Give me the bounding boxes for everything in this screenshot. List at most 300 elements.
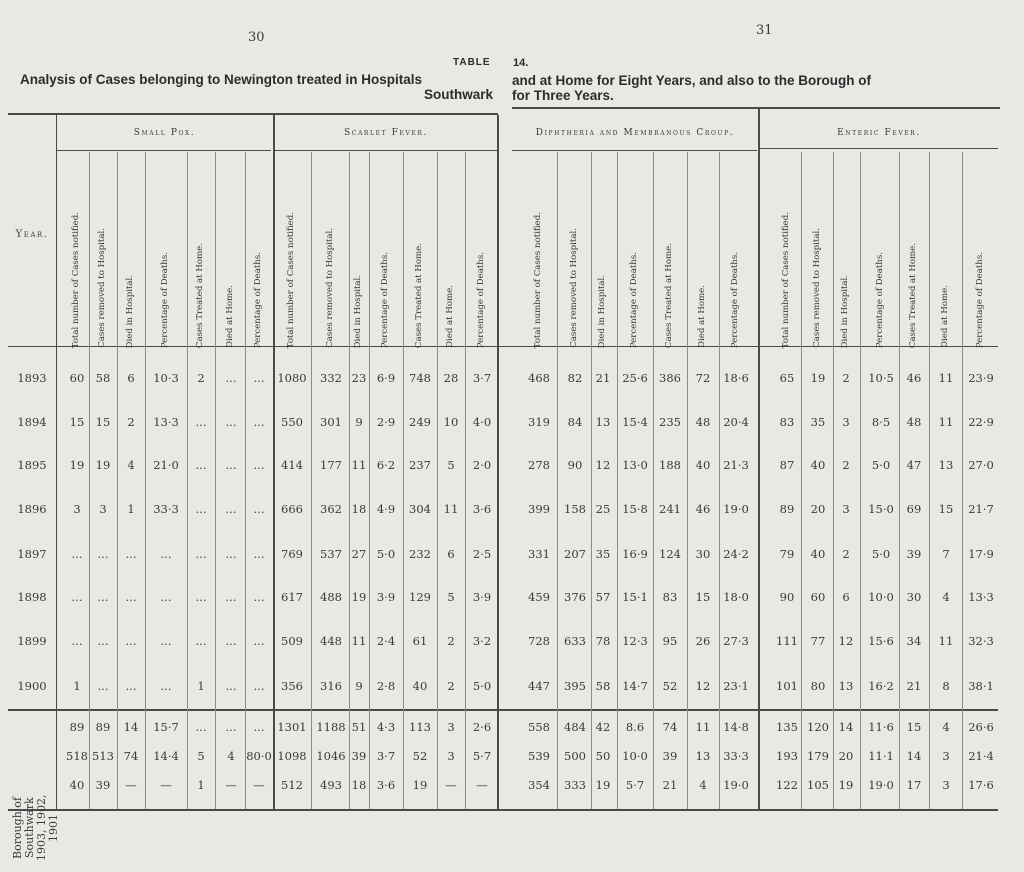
table-cell: 4·3 bbox=[376, 720, 396, 734]
table-cell: 3·7 bbox=[472, 371, 492, 385]
table-cell: 20·4 bbox=[723, 415, 749, 429]
table-cell: 26·6 bbox=[968, 720, 994, 734]
table-cell: 23·9 bbox=[968, 371, 994, 385]
table-cell: 3·9 bbox=[376, 590, 396, 604]
table-cell: ... bbox=[97, 547, 109, 561]
table-cell: 124 bbox=[659, 547, 681, 561]
table-cell: 34 bbox=[906, 634, 922, 648]
table-cell: 2·4 bbox=[376, 634, 396, 648]
table-cell: 12 bbox=[838, 634, 854, 648]
table-cell: ... bbox=[195, 502, 207, 516]
table-cell: 48 bbox=[695, 415, 711, 429]
table-cell: 1080 bbox=[277, 371, 307, 385]
table-cell: ... bbox=[253, 679, 265, 693]
table-cell: ... bbox=[195, 634, 207, 648]
table-cell: 2 bbox=[447, 634, 455, 648]
table-cell: ... bbox=[253, 720, 265, 734]
table-cell: 40 bbox=[695, 458, 711, 472]
table-cell: 60 bbox=[69, 371, 85, 385]
table-cell: 40 bbox=[810, 547, 826, 561]
table-cell: — bbox=[445, 778, 457, 792]
table-cell: 6·9 bbox=[376, 371, 396, 385]
table-cell: — bbox=[253, 778, 265, 792]
table-cell: 395 bbox=[564, 679, 586, 693]
column-divider bbox=[187, 152, 188, 809]
table-cell: 11·1 bbox=[868, 749, 894, 763]
table-cell: 3·6 bbox=[376, 778, 396, 792]
table-cell: ... bbox=[225, 720, 237, 734]
table-cell: 3·6 bbox=[472, 502, 492, 516]
table-cell: 177 bbox=[320, 458, 342, 472]
column-divider bbox=[403, 152, 404, 809]
table-cell: 11 bbox=[351, 634, 367, 648]
table-cell: ... bbox=[71, 547, 83, 561]
table-cell: ... bbox=[125, 634, 137, 648]
table-cell: 158 bbox=[564, 502, 586, 516]
table-cell: 249 bbox=[409, 415, 431, 429]
table-cell: ... bbox=[97, 634, 109, 648]
table-cell: 2·8 bbox=[376, 679, 396, 693]
table-cell: 57 bbox=[595, 590, 611, 604]
table-cell: 84 bbox=[567, 415, 583, 429]
title-right-line1: and at Home for Eight Years, and also to the Borough of bbox=[512, 73, 872, 88]
table-cell: ... bbox=[253, 502, 265, 516]
table-cell: 5·0 bbox=[376, 547, 396, 561]
title-left-line1: Analysis of Cases belonging to Newington treated in Hospitals bbox=[20, 72, 423, 87]
table-cell: 15·6 bbox=[868, 634, 894, 648]
table-cell: — bbox=[125, 778, 137, 792]
table-cell: 193 bbox=[776, 749, 798, 763]
table-cell: ... bbox=[125, 590, 137, 604]
table-cell: ... bbox=[160, 547, 172, 561]
table-cell: 90 bbox=[567, 458, 583, 472]
table-cell: 21 bbox=[906, 679, 922, 693]
table-cell: 633 bbox=[564, 634, 586, 648]
table-cell: 386 bbox=[659, 371, 681, 385]
column-divider bbox=[117, 152, 118, 809]
table-cell: 2·9 bbox=[376, 415, 396, 429]
table-cell: 769 bbox=[281, 547, 303, 561]
table-cell: 89 bbox=[69, 720, 85, 734]
table-cell: 95 bbox=[662, 634, 678, 648]
table-cell: 2 bbox=[842, 458, 850, 472]
table-cell: 2 bbox=[842, 547, 850, 561]
table-cell: 77 bbox=[810, 634, 826, 648]
table-cell: ... bbox=[195, 590, 207, 604]
table-cell: 16·9 bbox=[622, 547, 648, 561]
table-cell: 18 bbox=[351, 502, 367, 516]
table-cell: 113 bbox=[409, 720, 431, 734]
table-cell: 15 bbox=[695, 590, 711, 604]
table-cell: 414 bbox=[281, 458, 303, 472]
column-header: Total number of Cases notified. bbox=[286, 211, 296, 348]
table-cell: ... bbox=[253, 458, 265, 472]
table-cell: 5·0 bbox=[472, 679, 492, 693]
table-cell: ... bbox=[160, 634, 172, 648]
table-cell: 15·1 bbox=[622, 590, 648, 604]
column-divider bbox=[557, 152, 558, 809]
table-cell: 25·6 bbox=[622, 371, 648, 385]
column-header: Died in Hospital. bbox=[597, 274, 607, 348]
table-cell: 32·3 bbox=[968, 634, 994, 648]
table-cell: 4 bbox=[127, 458, 135, 472]
table-cell: 4 bbox=[942, 720, 950, 734]
column-header: Percentage of Deaths. bbox=[629, 251, 639, 348]
table-cell: 666 bbox=[281, 502, 303, 516]
table-cell: ... bbox=[195, 547, 207, 561]
table-cell: 748 bbox=[409, 371, 431, 385]
column-divider bbox=[465, 152, 466, 809]
column-header: Percentage of Deaths. bbox=[730, 251, 740, 348]
table-cell: 78 bbox=[595, 634, 611, 648]
table-cell: 316 bbox=[320, 679, 342, 693]
year-cell: 1900 bbox=[17, 679, 47, 693]
table-cell: 21·3 bbox=[723, 458, 749, 472]
table-cell: 23·1 bbox=[723, 679, 749, 693]
table-cell: 11 bbox=[695, 720, 711, 734]
table-cell: ... bbox=[253, 590, 265, 604]
table-cell: 13 bbox=[938, 458, 954, 472]
table-cell: 33·3 bbox=[153, 502, 179, 516]
table-cell: 4·0 bbox=[472, 415, 492, 429]
table-cell: 13·3 bbox=[968, 590, 994, 604]
table-cell: 20 bbox=[838, 749, 854, 763]
table-cell: 15 bbox=[906, 720, 922, 734]
table-cell: 278 bbox=[528, 458, 550, 472]
table-cell: 319 bbox=[528, 415, 550, 429]
table-cell: 3·9 bbox=[472, 590, 492, 604]
table-cell: 25 bbox=[595, 502, 611, 516]
column-header: Cases Treated at Home. bbox=[664, 242, 674, 348]
table-cell: 728 bbox=[528, 634, 550, 648]
table-cell: 1188 bbox=[316, 720, 346, 734]
table-cell: 6 bbox=[842, 590, 850, 604]
column-header: Cases removed to Hospital. bbox=[569, 228, 579, 348]
table-cell: 20 bbox=[810, 502, 826, 516]
column-header: Cases Treated at Home. bbox=[908, 242, 918, 348]
table-cell: 27·3 bbox=[723, 634, 749, 648]
table-cell: 18·6 bbox=[723, 371, 749, 385]
table-cell: 3·7 bbox=[376, 749, 396, 763]
table-cell: 120 bbox=[807, 720, 829, 734]
table-label: TABLE bbox=[453, 57, 491, 68]
table-cell: ... bbox=[253, 547, 265, 561]
column-divider bbox=[929, 152, 930, 809]
table-cell: 15·7 bbox=[153, 720, 179, 734]
bottom-rule bbox=[8, 809, 998, 811]
column-header: Died at Home. bbox=[445, 285, 455, 348]
table-cell: 4 bbox=[942, 590, 950, 604]
table-cell: 87 bbox=[779, 458, 795, 472]
table-cell: — bbox=[225, 778, 237, 792]
table-cell: 5·7 bbox=[472, 749, 492, 763]
table-cell: 362 bbox=[320, 502, 342, 516]
column-header: Cases Treated at Home. bbox=[195, 242, 205, 348]
table-cell: 14·7 bbox=[622, 679, 648, 693]
table-cell: 5 bbox=[447, 590, 455, 604]
table-cell: 21·4 bbox=[968, 749, 994, 763]
table-cell: ... bbox=[225, 679, 237, 693]
table-cell: 46 bbox=[695, 502, 711, 516]
table-cell: 15·0 bbox=[868, 502, 894, 516]
title-right-line2: for Three Years. bbox=[512, 88, 614, 103]
table-cell: 2 bbox=[127, 415, 135, 429]
table-cell: 15 bbox=[69, 415, 85, 429]
table-cell: 42 bbox=[595, 720, 611, 734]
table-cell: 39 bbox=[906, 547, 922, 561]
table-cell: 448 bbox=[320, 634, 342, 648]
table-cell: 1046 bbox=[316, 749, 346, 763]
table-cell: 1098 bbox=[277, 749, 307, 763]
table-cell: 82 bbox=[567, 371, 583, 385]
group-scarlet-fever: Scarlet Fever. bbox=[344, 128, 428, 138]
table-cell: 22·9 bbox=[968, 415, 994, 429]
column-divider bbox=[311, 152, 312, 809]
table-cell: 179 bbox=[807, 749, 829, 763]
column-header: Died at Home. bbox=[225, 285, 235, 348]
column-divider bbox=[687, 152, 688, 809]
table-cell: 19·0 bbox=[723, 502, 749, 516]
column-divider bbox=[369, 152, 370, 809]
group-rule-scarlet bbox=[275, 150, 497, 151]
table-cell: 2 bbox=[197, 371, 205, 385]
table-cell: 333 bbox=[564, 778, 586, 792]
table-cell: 26 bbox=[695, 634, 711, 648]
table-cell: 19 bbox=[69, 458, 85, 472]
column-divider bbox=[860, 152, 861, 809]
table-cell: ... bbox=[71, 634, 83, 648]
table-cell: 10 bbox=[443, 415, 459, 429]
table-cell: 19 bbox=[412, 778, 428, 792]
year-cell: 1899 bbox=[17, 634, 47, 648]
table-cell: 47 bbox=[906, 458, 922, 472]
table-cell: ... bbox=[225, 547, 237, 561]
column-divider bbox=[591, 152, 592, 809]
table-cell: 13·3 bbox=[153, 415, 179, 429]
column-divider bbox=[349, 152, 350, 809]
table-cell: 122 bbox=[776, 778, 798, 792]
table-cell: 39 bbox=[351, 749, 367, 763]
table-cell: 40 bbox=[69, 778, 85, 792]
table-cell: 1 bbox=[73, 679, 81, 693]
column-header: Died at Home. bbox=[697, 285, 707, 348]
table-cell: 356 bbox=[281, 679, 303, 693]
table-cell: 5 bbox=[447, 458, 455, 472]
table-cell: ... bbox=[195, 415, 207, 429]
table-cell: ... bbox=[195, 458, 207, 472]
table-cell: 80·0 bbox=[246, 749, 272, 763]
table-cell: ... bbox=[253, 634, 265, 648]
column-divider bbox=[89, 152, 90, 809]
table-number: 14. bbox=[513, 57, 529, 69]
table-cell: 539 bbox=[528, 749, 550, 763]
table-cell: ... bbox=[225, 458, 237, 472]
title-left-line2: Southwark bbox=[424, 87, 494, 102]
table-cell: — bbox=[160, 778, 172, 792]
table-cell: 4·9 bbox=[376, 502, 396, 516]
column-divider bbox=[833, 152, 834, 809]
table-cell: 69 bbox=[906, 502, 922, 516]
table-cell: 3 bbox=[842, 502, 850, 516]
table-cell: 11·6 bbox=[868, 720, 894, 734]
table-cell: ... bbox=[225, 371, 237, 385]
table-cell: 15·8 bbox=[622, 502, 648, 516]
table-cell: 513 bbox=[92, 749, 114, 763]
table-cell: 105 bbox=[807, 778, 829, 792]
table-cell: 518 bbox=[66, 749, 88, 763]
group-diphtheria: Diphtheria and Membranous Croup. bbox=[535, 128, 735, 138]
table-cell: 509 bbox=[281, 634, 303, 648]
column-header: Percentage of Deaths. bbox=[160, 251, 170, 348]
table-cell: 13 bbox=[838, 679, 854, 693]
top-rule-right bbox=[512, 107, 1000, 109]
table-cell: 10·0 bbox=[622, 749, 648, 763]
table-cell: 35 bbox=[810, 415, 826, 429]
table-cell: 16·2 bbox=[868, 679, 894, 693]
table-cell: 558 bbox=[528, 720, 550, 734]
column-header: Percentage of Deaths. bbox=[253, 251, 263, 348]
table-cell: 74 bbox=[662, 720, 678, 734]
table-cell: 80 bbox=[810, 679, 826, 693]
column-header: Percentage of Deaths. bbox=[380, 251, 390, 348]
table-cell: 58 bbox=[95, 371, 111, 385]
table-cell: 11 bbox=[938, 634, 954, 648]
column-divider bbox=[801, 152, 802, 809]
table-cell: 39 bbox=[662, 749, 678, 763]
table-cell: 101 bbox=[776, 679, 798, 693]
table-cell: 65 bbox=[779, 371, 795, 385]
table-cell: 3 bbox=[99, 502, 107, 516]
table-cell: 3 bbox=[942, 749, 950, 763]
table-cell: 72 bbox=[695, 371, 711, 385]
table-cell: ... bbox=[125, 679, 137, 693]
table-cell: 14·4 bbox=[153, 749, 179, 763]
table-cell: 17 bbox=[906, 778, 922, 792]
table-cell: 52 bbox=[412, 749, 428, 763]
table-cell: 19 bbox=[351, 590, 367, 604]
table-cell: ... bbox=[195, 720, 207, 734]
table-cell: 28 bbox=[443, 371, 459, 385]
table-cell: 493 bbox=[320, 778, 342, 792]
table-cell: 468 bbox=[528, 371, 550, 385]
table-cell: 13 bbox=[595, 415, 611, 429]
table-cell: 27·0 bbox=[968, 458, 994, 472]
table-cell: — bbox=[476, 778, 488, 792]
table-cell: 3 bbox=[73, 502, 81, 516]
table-cell: ... bbox=[253, 415, 265, 429]
column-divider bbox=[719, 152, 720, 809]
table-cell: 232 bbox=[409, 547, 431, 561]
table-cell: 1 bbox=[197, 679, 205, 693]
table-cell: ... bbox=[225, 590, 237, 604]
table-cell: 14 bbox=[906, 749, 922, 763]
table-cell: 48 bbox=[906, 415, 922, 429]
table-cell: 15 bbox=[938, 502, 954, 516]
table-cell: 21·0 bbox=[153, 458, 179, 472]
table-cell: 8 bbox=[942, 679, 950, 693]
column-header: Total number of Cases notified. bbox=[71, 211, 81, 348]
table-cell: 5 bbox=[197, 749, 205, 763]
table-cell: 129 bbox=[409, 590, 431, 604]
column-divider bbox=[653, 152, 654, 809]
column-header: Died at Home. bbox=[940, 285, 950, 348]
table-cell: 111 bbox=[776, 634, 798, 648]
column-divider bbox=[145, 152, 146, 809]
table-cell: 17·9 bbox=[968, 547, 994, 561]
table-cell: 19·0 bbox=[723, 778, 749, 792]
table-cell: 8.6 bbox=[625, 720, 645, 734]
table-cell: 354 bbox=[528, 778, 550, 792]
table-cell: 5·7 bbox=[625, 778, 645, 792]
column-divider bbox=[245, 152, 246, 809]
column-header: Percentage of Deaths. bbox=[975, 251, 985, 348]
table-cell: 52 bbox=[662, 679, 678, 693]
table-cell: 6 bbox=[127, 371, 135, 385]
year-cell: 1894 bbox=[17, 415, 47, 429]
year-cell: 1898 bbox=[17, 590, 47, 604]
table-cell: 24·2 bbox=[723, 547, 749, 561]
table-cell: 40 bbox=[810, 458, 826, 472]
table-cell: ... bbox=[125, 547, 137, 561]
table-cell: 12 bbox=[595, 458, 611, 472]
column-header: Cases removed to Hospital. bbox=[97, 228, 107, 348]
borough-label: Borough of Southwark 1903, 1902, 1901 bbox=[11, 794, 60, 862]
table-cell: 2·0 bbox=[472, 458, 492, 472]
page-number-left: 30 bbox=[248, 30, 265, 45]
table-cell: 30 bbox=[695, 547, 711, 561]
column-header: Died in Hospital. bbox=[353, 274, 363, 348]
table-cell: 2 bbox=[447, 679, 455, 693]
table-cell: 484 bbox=[564, 720, 586, 734]
table-cell: ... bbox=[71, 590, 83, 604]
table-cell: 19·0 bbox=[868, 778, 894, 792]
column-divider bbox=[617, 152, 618, 809]
table-cell: 10·0 bbox=[868, 590, 894, 604]
table-cell: 9 bbox=[355, 679, 363, 693]
table-cell: 30 bbox=[906, 590, 922, 604]
table-cell: 2 bbox=[842, 371, 850, 385]
group-rule-enteric bbox=[760, 148, 998, 149]
table-cell: 10·3 bbox=[153, 371, 179, 385]
table-cell: 617 bbox=[281, 590, 303, 604]
column-header: Cases Treated at Home. bbox=[414, 242, 424, 348]
column-divider bbox=[437, 152, 438, 809]
table-cell: 7 bbox=[942, 547, 950, 561]
table-cell: 14 bbox=[123, 720, 139, 734]
table-cell: 4 bbox=[227, 749, 235, 763]
table-cell: 90 bbox=[779, 590, 795, 604]
table-cell: 3 bbox=[447, 720, 455, 734]
column-header: Total number of Cases notified. bbox=[533, 211, 543, 348]
table-cell: 74 bbox=[123, 749, 139, 763]
table-cell: 18·0 bbox=[723, 590, 749, 604]
table-cell: 3 bbox=[842, 415, 850, 429]
table-cell: 35 bbox=[595, 547, 611, 561]
year-cell: 1893 bbox=[17, 371, 47, 385]
table-cell: ... bbox=[225, 634, 237, 648]
table-cell: 27 bbox=[351, 547, 367, 561]
table-cell: 550 bbox=[281, 415, 303, 429]
column-header: Cases removed to Hospital. bbox=[812, 228, 822, 348]
group-smallpox: Small Pox. bbox=[133, 128, 196, 138]
table-cell: ... bbox=[97, 590, 109, 604]
table-cell: 8·5 bbox=[871, 415, 891, 429]
group-rule-smallpox bbox=[56, 150, 271, 151]
table-cell: 188 bbox=[659, 458, 681, 472]
column-header: Cases removed to Hospital. bbox=[325, 228, 335, 348]
table-cell: ... bbox=[160, 679, 172, 693]
table-cell: 537 bbox=[320, 547, 342, 561]
